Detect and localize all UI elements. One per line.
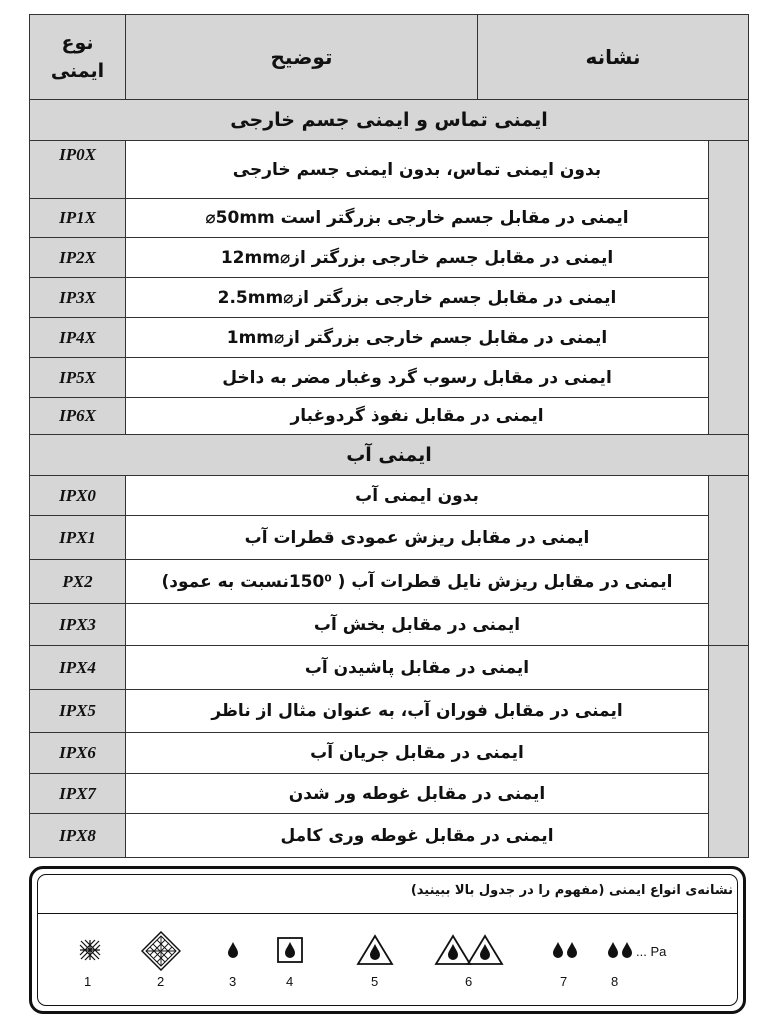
legend-number: 3: [229, 974, 237, 989]
legend-number: 8: [611, 974, 619, 989]
table-row: [30, 560, 749, 604]
row-code: IPX3: [30, 604, 126, 646]
legend-number: 7: [560, 974, 568, 989]
table-row: [30, 814, 749, 858]
row-description: ایمنی در مقابل جریان آب: [126, 733, 709, 774]
row-description: ایمنی در مقابل بخش آب: [126, 604, 709, 646]
row-description: ایمنی در مقابل جسم خارجی بزرگتر از⌀12mm: [126, 238, 709, 278]
header-type-line1: نوع: [61, 32, 94, 54]
table-row: [30, 238, 749, 278]
legend-number: 4: [286, 974, 294, 989]
table-row: [30, 141, 749, 199]
section-row-water: [30, 435, 749, 476]
drop-icon: [226, 941, 240, 959]
header-symbol: نشانه: [478, 15, 749, 100]
table-row: [30, 774, 749, 814]
row-code: IP0X: [30, 141, 126, 199]
row-description: ایمنی در مقابل جسم خارجی بزرگتر از⌀1mm: [126, 318, 709, 358]
row-description: ایمنی در مقابل ریزش عمودی قطرات آب: [126, 516, 709, 560]
section-row-dust: [30, 100, 749, 141]
legend-number: 2: [157, 974, 165, 989]
row-description: ایمنی در مقابل غوطه وری کامل: [126, 814, 709, 858]
table-row: [30, 358, 749, 398]
symbol-column-cell: [709, 141, 749, 435]
row-code: IP4X: [30, 318, 126, 358]
boxed-drop-icon: [277, 937, 303, 963]
legend-number: 6: [465, 974, 473, 989]
row-code: IPX1: [30, 516, 126, 560]
header-type-line2: ایمنی: [50, 60, 105, 82]
row-description: ایمنی در مقابل نفوذ گردوغبار: [126, 398, 709, 435]
table-header-row: [30, 15, 749, 100]
row-code: PX2: [30, 560, 126, 604]
row-code: IP6X: [30, 398, 126, 435]
legend-divider: [38, 913, 737, 914]
double-triangle-drop-icon: [434, 934, 504, 966]
row-code: IP3X: [30, 278, 126, 318]
row-code: IP2X: [30, 238, 126, 278]
row-description: ایمنی در مقابل رسوب گرد وغبار مضر به داخل: [126, 358, 709, 398]
row-code: IPX7: [30, 774, 126, 814]
row-description: بدون ایمنی آب: [126, 476, 709, 516]
section-dust-title: ایمنی تماس و ایمنی جسم خارجی: [30, 100, 749, 141]
legend-inner-frame: [37, 874, 738, 1006]
symbol-column-cell: [709, 646, 749, 858]
row-code: IPX6: [30, 733, 126, 774]
row-description: ایمنی در مقابل جسم خارجی بزرگتر از⌀2.5mm: [126, 278, 709, 318]
table-row: [30, 733, 749, 774]
dust-grid-diamond-icon: [141, 931, 181, 971]
table-row: [30, 646, 749, 690]
header-type-cell: [30, 15, 126, 100]
row-code: IPX4: [30, 646, 126, 690]
table-row: [30, 604, 749, 646]
row-description: ایمنی در مقابل جسم خارجی بزرگتر است 50mm⌀: [126, 199, 709, 238]
table-row: [30, 690, 749, 733]
row-code: IP1X: [30, 199, 126, 238]
table-row: [30, 516, 749, 560]
triangle-drop-icon: [356, 934, 394, 966]
section-water-title: ایمنی آب: [30, 435, 749, 476]
row-description: بدون ایمنی تماس، بدون ایمنی جسم خارجی: [126, 141, 709, 199]
table-row: [30, 476, 749, 516]
legend-number: 1: [84, 974, 92, 989]
row-description: ایمنی در مقابل پاشیدن آب: [126, 646, 709, 690]
legend-number: 5: [371, 974, 379, 989]
pa-label: ... Pa: [636, 944, 667, 959]
row-code: IPX5: [30, 690, 126, 733]
double-drop-pa-icon: [605, 941, 635, 959]
symbol-legend-box: [29, 866, 746, 1014]
row-description: ایمنی در مقابل فوران آب، به عنوان مثال از ناظر: [126, 690, 709, 733]
header-description: توضیح: [126, 15, 478, 100]
legend-title: نشانه‌ی انواع ایمنی (مفهوم را در جدول بالا ببینید): [410, 883, 733, 898]
table-row: [30, 318, 749, 358]
table-row: [30, 199, 749, 238]
row-code: IP5X: [30, 358, 126, 398]
double-drop-icon: [550, 941, 580, 959]
symbol-column-cell: [709, 476, 749, 646]
table-row: [30, 278, 749, 318]
row-description: ایمنی در مقابل غوطه ور شدن: [126, 774, 709, 814]
row-description: ایمنی در مقابل ریزش نایل قطرات آب ( 150⁰نسبت به عمود): [126, 560, 709, 604]
row-code: IPX8: [30, 814, 126, 858]
ip-rating-table: [29, 14, 749, 858]
dust-mesh-icon: [79, 939, 101, 961]
row-code: IPX0: [30, 476, 126, 516]
table-row: [30, 398, 749, 435]
